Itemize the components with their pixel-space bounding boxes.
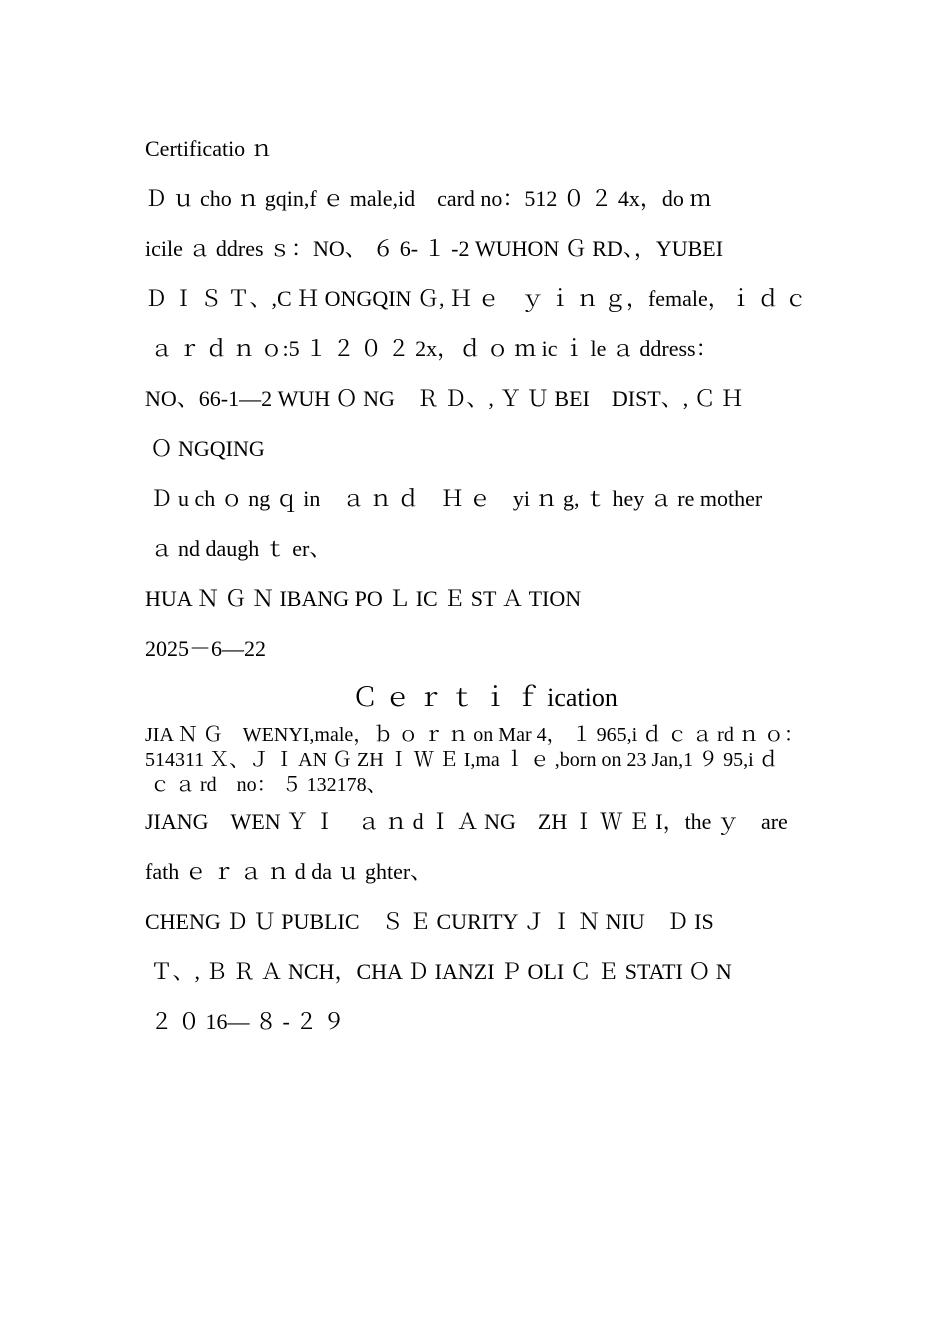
certificate-1-line: Ｏ NGQING bbox=[145, 436, 265, 461]
certificate-2-date: ２ ０ 16— ８ - ２ ９ bbox=[145, 1009, 345, 1034]
certificate-2-line: fath ｅ ｒ ａ ｎ d da ｕ ghter、 bbox=[145, 859, 433, 884]
certificate-1-line: icile ａ ddres ｓ：NO、 ６ 6- １ -2 WUHON Ｇ RD、，YUBEI bbox=[145, 236, 724, 261]
certificate-2-issuer: CHENG Ｄ Ｕ PUBLIC Ｓ Ｅ CURITY Ｊ Ｉ Ｎ NIU Ｄ IS bbox=[145, 909, 714, 934]
certificate-2-line: ｃ ａ rd no： ５ 132178、 bbox=[145, 774, 387, 796]
certificate-1-line: ａ ｒ ｄ ｎ ｏ:5 １ ２ ０ ２ 2x，ｄ ｏ ｍ ic ｉ le ａ ddress： bbox=[145, 336, 718, 361]
certificate-1-issuer: HUA Ｎ Ｇ Ｎ IBANG PO Ｌ IC Ｅ ST Ａ TION bbox=[145, 586, 582, 611]
certificate-2-title: Ｃ ｅ ｒ ｔ ｉ ｆ ication bbox=[352, 683, 618, 712]
certificate-1-title: Certificatio ｎ bbox=[145, 136, 273, 161]
certificate-2-issuer: Ｔ、, Ｂ Ｒ Ａ NCH，CHA Ｄ IANZI Ｐ OLI Ｃ Ｅ STATI Ｏ N bbox=[145, 959, 732, 984]
certificate-1-line: NO、66-1—2 WUH Ｏ NG Ｒ Ｄ、, Ｙ Ｕ BEI DIST、, Ｃ Ｈ bbox=[145, 386, 744, 411]
certificate-2-line: JIA Ｎ Ｇ WENYI,male，ｂ ｏ ｒ ｎ on Mar 4， １ 965,i ｄ ｃ ａ rd ｎ ｏ： bbox=[145, 724, 804, 746]
certificate-1-line: Ｄ ｕ cho ｎ gqin,f ｅ male,id card no：512 ０ ２ 4x，do ｍ bbox=[145, 186, 712, 211]
certificate-2-line: JIANG WEN Ｙ Ｉ ａ ｎ d Ｉ Ａ NG ZH Ｉ Ｗ Ｅ I，the ｙ are bbox=[145, 809, 788, 834]
certificate-1-line: Ｄ Ｉ Ｓ Ｔ、,C Ｈ ONGQIN Ｇ, Ｈ ｅ ｙ ｉ ｎ ｇ，female，ｉ ｄ ｃ bbox=[145, 286, 807, 311]
certificate-1-date: 2025－6—22 bbox=[145, 636, 267, 661]
certificate-1-line: Ｄ u ch ｏ ng ｑ in ａ ｎ ｄ Ｈ ｅ yi ｎ g, ｔ hey ａ re mother bbox=[145, 486, 763, 511]
certificate-2-line: 514311 Ｘ、Ｊ Ｉ AN Ｇ ZH Ｉ Ｗ Ｅ I,ma ｌ ｅ ,born on 23 Jan,1 ９ 95,i ｄ bbox=[145, 749, 779, 771]
certificate-1-line: ａ nd daugh ｔ er、 bbox=[145, 536, 332, 561]
